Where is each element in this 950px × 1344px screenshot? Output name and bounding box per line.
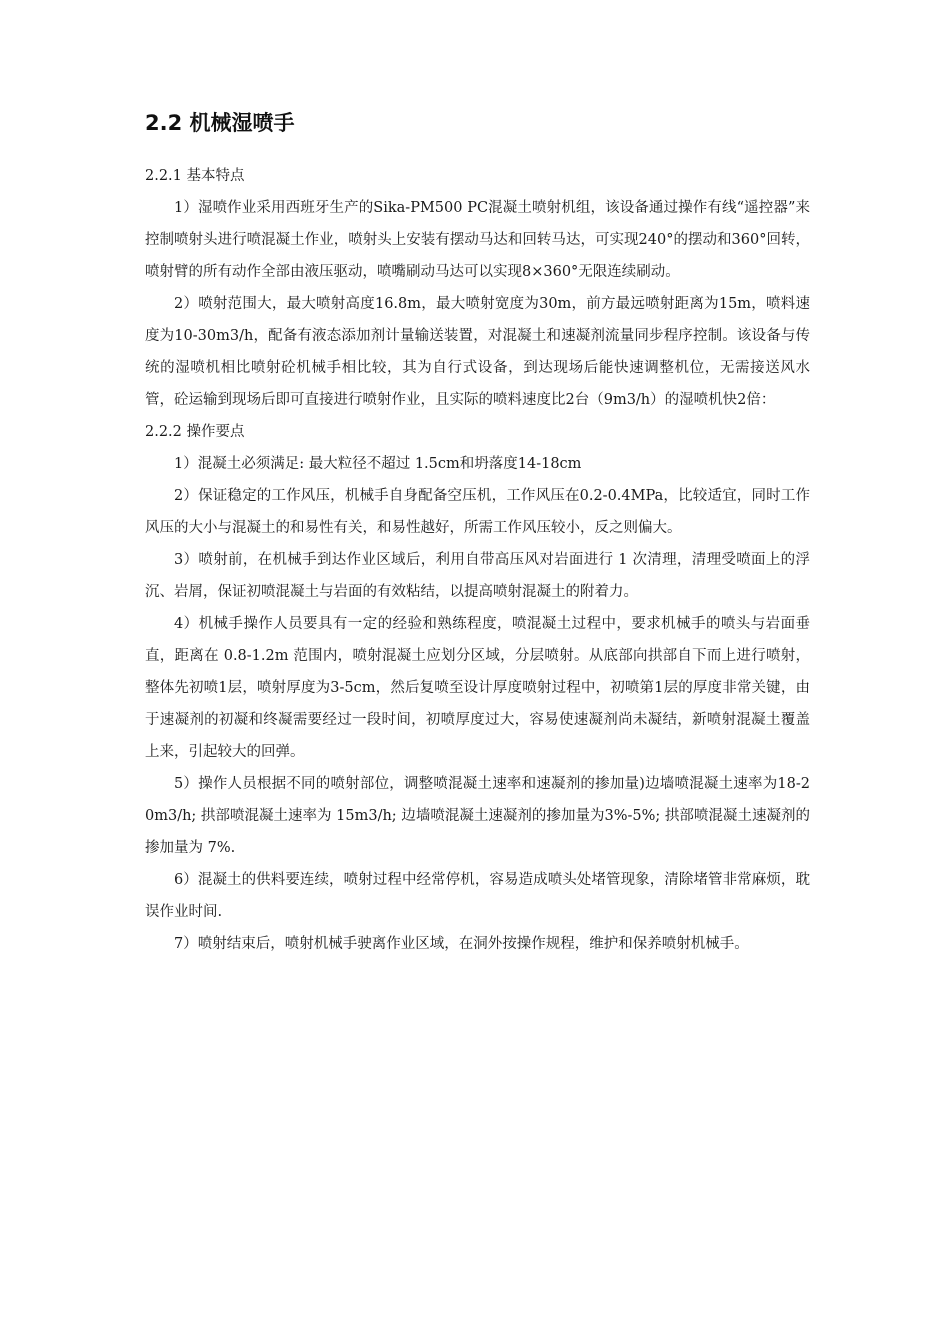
section-title: 2.2 机械湿喷手 bbox=[145, 111, 295, 135]
operations-paragraph: 4）机械手操作人员要具有一定的经验和熟练程度，喷混凝土过程中，要求机械手的喷头与岩面垂直，距离在 0.8-1.2m 范围内，喷射混凝土应划分区域，分层喷射。从底部向拱部自下而上进行喷射，整体先初喷1层，喷射厚度为3-5cm，然后复喷至设计厚度喷射过程中，初喷第1层的厚度非常关键，由于速凝剂的初凝和终凝需要经过一段时间，初喷厚度过大，容易使速凝剂尚未凝结，新喷射混凝土覆盖上来，引起较大的回弹。 bbox=[145, 616, 810, 760]
operations-heading: 2.2.2 操作要点 bbox=[145, 424, 245, 440]
features-paragraph: 1）湿喷作业采用西班牙生产的Sika-PM500 PC混凝土喷射机组，该设备通过操作有线“遥控器”来控制喷射头进行喷混凝土作业，喷射头上安装有摆动马达和回转马达，可实现240°的摆动和360°回转，喷射臂的所有动作全部由液压驱动，喷嘴刷动马达可以实现8×360°无限连续刷动。 bbox=[145, 200, 810, 280]
operations-paragraph: 6）混凝土的供料要连续，喷射过程中经常停机，容易造成喷头处堵管现象，清除堵管非常麻烦，耽误作业时间. bbox=[145, 872, 810, 920]
operations-paragraph: 1）混凝土必须满足: 最大粒径不超过 1.5cm和坍落度14-18cm bbox=[174, 456, 582, 472]
document-body bbox=[145, 108, 810, 960]
features-heading: 2.2.1 基本特点 bbox=[145, 168, 245, 184]
operations-section bbox=[145, 416, 810, 960]
operations-paragraph: 7）喷射结束后，喷射机械手驶离作业区域，在洞外按操作规程，维护和保养喷射机械手。 bbox=[174, 936, 749, 952]
operations-paragraph: 2）保证稳定的工作风压，机械手自身配备空压机，工作风压在0.2-0.4MPa，比较适宜，同时工作风压的大小与混凝土的和易性有关，和易性越好，所需工作风压较小，反之则偏大。 bbox=[145, 488, 810, 536]
features-section bbox=[145, 160, 810, 416]
operations-paragraph: 5）操作人员根据不同的喷射部位，调整喷混凝土速率和速凝剂的掺加量)边墙喷混凝土速率为18-20m3/h; 拱部喷混凝土速率为 15m3/h; 边墙喷混凝土速凝剂的掺加量为3%-5%; 拱部喷混凝土速凝剂的掺加量为 7%. bbox=[145, 776, 810, 856]
operations-paragraph: 3）喷射前，在机械手到达作业区域后，利用自带高压风对岩面进行 1 次清理，清理受喷面上的浮沉、岩屑，保证初喷混凝土与岩面的有效粘结，以提高喷射混凝土的附着力。 bbox=[145, 552, 810, 600]
features-paragraph: 2）喷射范围大，最大喷射高度16.8m，最大喷射宽度为30m，前方最远喷射距离为15m，喷料速度为10-30m3/h，配备有液态添加剂计量输送装置，对混凝土和速凝剂流量同步程序控制。该设备与传统的湿喷机相比喷射砼机械手相比较，其为自行式设备，到达现场后能快速调整机位，无需接送风水管，砼运输到现场后即可直接进行喷射作业，且实际的喷料速度比2台（9m3/h）的湿喷机快2倍： bbox=[145, 296, 810, 408]
